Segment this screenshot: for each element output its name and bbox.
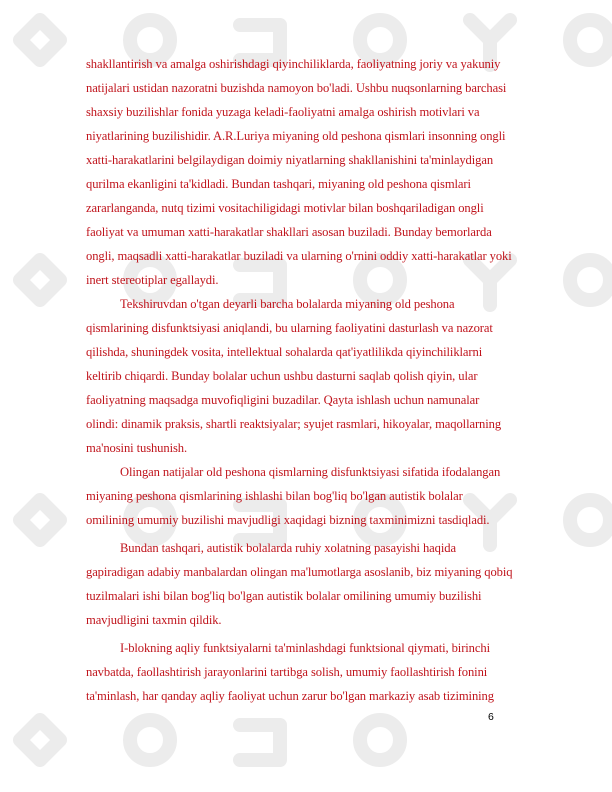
body-line: ma'nosini tushunish. [86, 441, 188, 455]
body-line: ongli, maqsadli xatti-harakatlar buziladi va ularning o'rnini oddiy xatti-harakatlar yoki [86, 249, 512, 263]
body-line: shaxsiy buzilishlar fonida yuzaga keladi-faoliyatni amalga oshirish motivlari va [86, 105, 480, 119]
paragraph-first-line: I-blokning aqliy funktsiyalarni ta'minlashdagi funktsional qiymati, birinchi [120, 641, 490, 655]
body-line: gapiradigan adabiy manbalardan olingan ma'lumotlarga asoslanib, biz miyaning qobiq [86, 565, 513, 579]
body-line: omilining umumiy buzilishi mavjudligi xaqidagi bizning taxminimizni tasdiqladi. [86, 513, 490, 527]
body-line: ta'minlash, har qanday aqliy faoliyat uchun zarur bo'lgan markaziy asab tizimining [86, 689, 494, 703]
body-line: tuzilmalari ishi bilan bog'liq bo'lgan autistik bolalar omilining umumiy buzilishi [86, 589, 482, 603]
body-line: keltirib chiqardi. Bunday bolalar uchun ushbu dasturni saqlab qolish qiyin, ular [86, 369, 478, 383]
body-line: mavjudligini taxmin qildik. [86, 613, 222, 627]
body-line: miyaning peshona qismlarining ishlashi bilan bog'liq bo'lgan autistik bolalar [86, 489, 463, 503]
body-line: navbatda, faollashtirish jarayonlarini tartibga solish, umumiy faollashtirish fonini [86, 665, 488, 679]
body-line: zararlanganda, nutq tizimi vositachiligidagi motivlar bilan boshqariladigan ongli [86, 201, 484, 215]
paragraph-first-line: Bundan tashqari, autistik bolalarda ruhiy xolatning pasayishi haqida [120, 541, 456, 555]
body-line: xatti-harakatlarini belgilaydigan doimiy niyatlarning shakllanishini ta'minlaydigan [86, 153, 494, 167]
body-line: olindi: dinamik praksis, shartli reaktsiyalar; syujet rasmlari, hikoyalar, maqollarning [86, 417, 502, 431]
paragraph-first-line: Olingan natijalar old peshona qismlarning disfunktsiyasi sifatida ifodalangan [120, 465, 501, 479]
body-line: inert stereotiplar egallaydi. [86, 273, 219, 287]
body-line: shakllantirish va amalga oshirishdagi qiyinchiliklarda, faoliyatning joriy va yakuniy [86, 57, 501, 71]
page-number: 6 [488, 711, 494, 723]
body-line: qismlarining disfunktsiyasi aniqlandi, bu ularning faoliyatini dasturlash va nazorat [86, 321, 493, 335]
paragraph-first-line: Tekshiruvdan o'tgan deyarli barcha bolalarda miyaning old peshona [120, 297, 455, 311]
body-line: faoliyat va umuman xatti-harakatlar shakllari asosan buziladi. Bunday bemorlarda [86, 225, 492, 239]
body-line: qurilma ekanligini ta'kidladi. Bundan tashqari, miyaning old peshona qismlari [86, 177, 471, 191]
body-line: natijalari ustidan nazoratni buzishda namoyon bo'ladi. Ushbu nuqsonlarning barchasi [86, 81, 507, 95]
body-line: faoliyatning maqsadga muvofiqligini buzadilar. Qayta ishlash uchun namunalar [86, 393, 480, 407]
body-line: qilishda, shuningdek vosita, intellektual sohalarda qat'iyatlilikda qiyinchiliklarni [86, 345, 483, 359]
body-line: niyatlarining buzilishidir. A.R.Luriya miyaning old peshona qismlari insonning ongli [86, 129, 506, 143]
